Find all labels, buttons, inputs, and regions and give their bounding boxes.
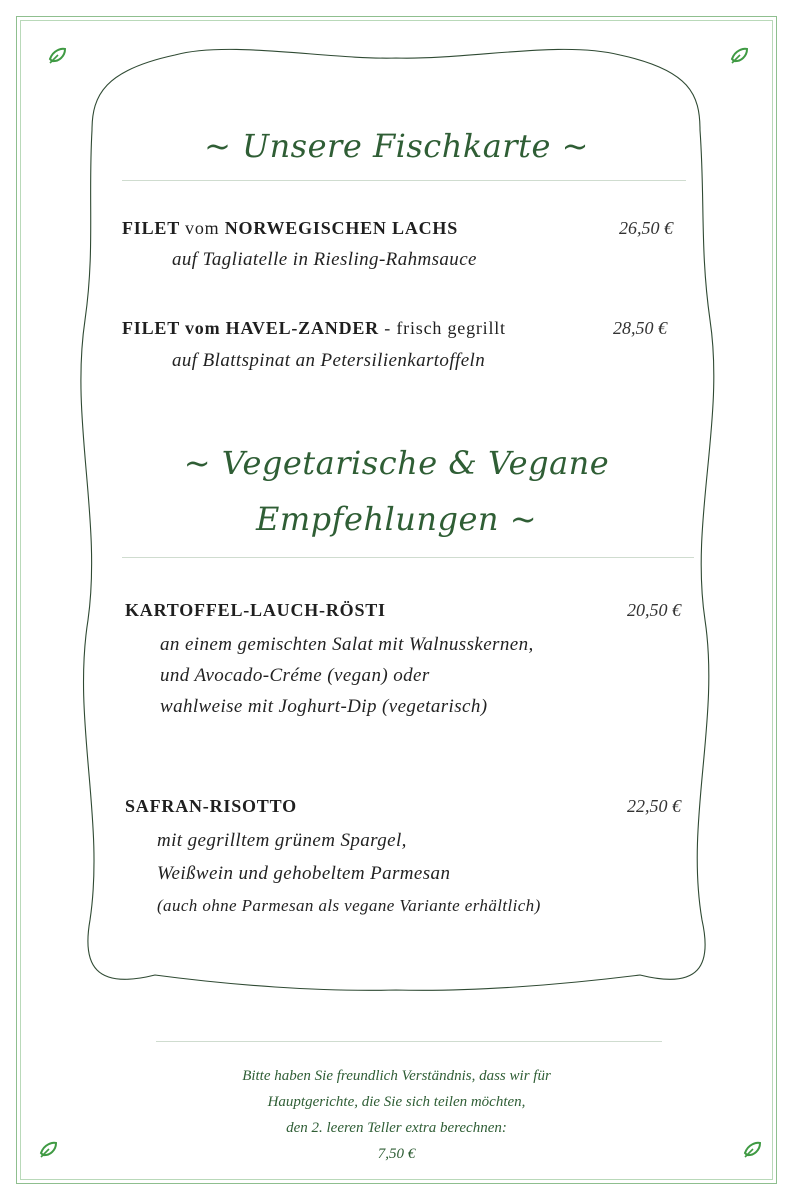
dish-name-lachs: FILET vom NORWEGISCHEN LACHS: [122, 218, 459, 238]
dish-name-roesti: KARTOFFEL-LAUCH-RÖSTI: [125, 600, 386, 620]
leaf-ornament-icon: [729, 44, 751, 66]
description-risotto-line: (auch ohne Parmesan als vegane Variante erhältlich): [157, 896, 541, 915]
dish-name-risotto: SAFRAN-RISOTTO: [125, 796, 297, 816]
description-roesti-line: wahlweise mit Joghurt-Dip (vegetarisch): [160, 696, 488, 717]
veg-section-title-line-2: Empfehlungen ~: [255, 500, 538, 538]
description-risotto-line: mit gegrilltem grünem Spargel,: [157, 830, 407, 851]
description-roesti-line: und Avocado-Créme (vegan) oder: [160, 665, 430, 686]
price-lachs: 26,50 €: [619, 218, 673, 238]
leaf-ornament-icon: [47, 44, 69, 66]
description-risotto-line: Weißwein und gehobeltem Parmesan: [157, 863, 451, 884]
divider: [122, 180, 686, 181]
description-roesti-line: an einem gemischten Salat mit Walnusskernen,: [160, 634, 534, 655]
divider: [156, 1041, 662, 1042]
veg-section-title-line-1: ~ Vegetarische & Vegane: [183, 444, 610, 482]
price-roesti: 20,50 €: [627, 600, 681, 620]
footer-note: [0, 1063, 793, 1167]
dish-name-zander: FILET vom HAVEL-ZANDER - frisch gegrillt: [122, 318, 506, 338]
price-zander: 28,50 €: [613, 318, 667, 338]
price-risotto: 22,50 €: [627, 796, 681, 816]
footer-line: Hauptgerichte, die Sie sich teilen möchten,: [267, 1094, 526, 1110]
divider: [122, 557, 694, 558]
footer-price: 7,50 €: [377, 1146, 416, 1162]
description-lachs: auf Tagliatelle in Riesling-Rahmsauce: [172, 249, 477, 270]
description-zander: auf Blattspinat an Petersilienkartoffeln: [172, 350, 486, 371]
fish-section-title: ~ Unsere Fischkarte ~: [204, 127, 589, 165]
footer-line: den 2. leeren Teller extra berechnen:: [286, 1120, 507, 1136]
footer-line: Bitte haben Sie freundlich Verständnis, dass wir für: [242, 1068, 551, 1084]
